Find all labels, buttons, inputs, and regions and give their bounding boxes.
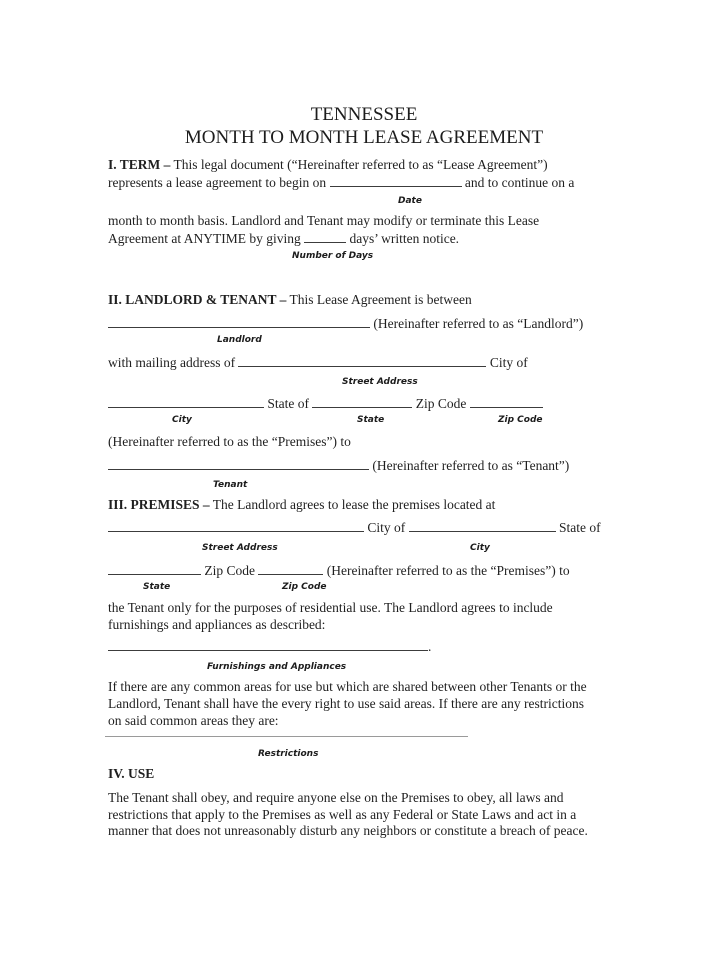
city-state-zip-line [108, 394, 543, 412]
use-line-2: restrictions that apply to the Premises as well as any Federal or State Laws and act in a [108, 807, 577, 822]
premises-state-zip-line [108, 561, 570, 579]
term-continue-text: and to continue on a [461, 175, 575, 190]
common-areas-line-3: on said common areas they are: [108, 713, 279, 728]
blank-mailing-city [108, 394, 264, 408]
restrictions-blank-line [105, 736, 468, 737]
mailing-before-text: with mailing address of [108, 355, 239, 370]
term-section-line [108, 156, 548, 173]
state-of-text: State of [264, 396, 313, 411]
blank-start-date [330, 173, 462, 187]
term-intro-text: This legal document (“Hereinafter referred to as “Lease Agreement”) [170, 157, 548, 172]
tenant-field-label: Tenant [213, 480, 248, 490]
blank-furnishings [108, 637, 428, 651]
premises-zip-field-label: Zip Code [282, 582, 327, 592]
tenant-suffix-text: (Hereinafter referred to as “Tenant”) [369, 458, 570, 473]
furnishings-period-text: . [428, 639, 432, 654]
landlord-tenant-heading: II. LANDLORD & TENANT – [108, 292, 287, 307]
furnishings-blank-line [108, 637, 431, 655]
number-of-days-field-label: Number of Days [292, 251, 374, 261]
blank-landlord-name [108, 314, 370, 328]
common-areas-line-1: If there are any common areas for use but which are shared between other Tenants or the [108, 679, 587, 694]
restrictions-field-label: Restrictions [258, 749, 319, 759]
blank-premises-city [409, 518, 556, 532]
use-line-1: The Tenant shall obey, and require anyone else on the Premises to obey, all laws and [108, 790, 564, 805]
mailing-address-line [108, 353, 528, 371]
premises-intro-text: The Landlord agrees to lease the premises located at [209, 497, 496, 512]
date-field-label: Date [398, 196, 422, 206]
common-areas-line-2: Landlord, Tenant shall have the every right to use said areas. If there are any restrictions [108, 696, 585, 711]
premises-heading-line [108, 496, 495, 513]
furnishings-field-label: Furnishings and Appliances [207, 662, 347, 672]
landlord-suffix-text: (Hereinafter referred to as “Landlord”) [370, 316, 584, 331]
premises-zip-code-text: Zip Code [201, 563, 259, 578]
city-of-text: City of [364, 520, 409, 535]
use-line-3: manner that does not unreasonably disturb any neighbors or constitute a breach of peace. [108, 823, 588, 838]
zip-code-field-label: Zip Code [498, 415, 543, 425]
term-heading: I. TERM – [108, 157, 171, 172]
use-heading: IV. USE [108, 766, 155, 781]
term-begin-line [108, 173, 574, 191]
term-basis-line: month to month basis. Landlord and Tenant may modify or terminate this Lease [108, 213, 540, 228]
state-field-label: State [357, 415, 385, 425]
blank-mailing-zip [470, 394, 543, 408]
blank-premises-state [108, 561, 201, 575]
premises-city-field-label: City [470, 543, 490, 553]
blank-notice-days [304, 229, 346, 243]
term-begin-text: represents a lease agreement to begin on [108, 175, 330, 190]
street-address-field-label: Street Address [342, 377, 418, 387]
blank-premises-zip [258, 561, 323, 575]
landlord-name-line [108, 314, 583, 332]
notice-before-text: Agreement at ANYTIME by giving [108, 231, 305, 246]
premises-address-line [108, 518, 601, 536]
premises-street-field-label: Street Address [202, 543, 278, 553]
landlord-tenant-intro-text: This Lease Agreement is between [286, 292, 472, 307]
notice-after-text: days’ written notice. [346, 231, 460, 246]
landlord-field-label: Landlord [217, 335, 262, 345]
blank-mailing-state [312, 394, 412, 408]
residential-use-line-2: furnishings and appliances as described: [108, 617, 326, 632]
zip-code-text: Zip Code [412, 396, 470, 411]
mailing-after-text: City of [486, 355, 528, 370]
page-title-form: MONTH TO MONTH LEASE AGREEMENT [184, 127, 544, 148]
city-field-label: City [172, 415, 192, 425]
blank-mailing-street [238, 353, 486, 367]
residential-use-line-1: the Tenant only for the purposes of residential use. The Landlord agrees to include [108, 600, 553, 615]
premises-heading: III. PREMISES – [108, 497, 210, 512]
premises-suffix-text: (Hereinafter referred to as the “Premises”) to [323, 563, 570, 578]
page-title-state: TENNESSEE [310, 104, 418, 125]
blank-premises-street [108, 518, 364, 532]
landlord-tenant-heading-line [108, 291, 472, 308]
term-notice-line [108, 229, 459, 247]
tenant-name-line [108, 456, 569, 474]
premises-reference-line: (Hereinafter referred to as the “Premises”) to [108, 434, 351, 449]
state-of-end-text: State of [555, 520, 601, 535]
premises-state-field-label: State [143, 582, 171, 592]
blank-tenant-name [108, 456, 369, 470]
